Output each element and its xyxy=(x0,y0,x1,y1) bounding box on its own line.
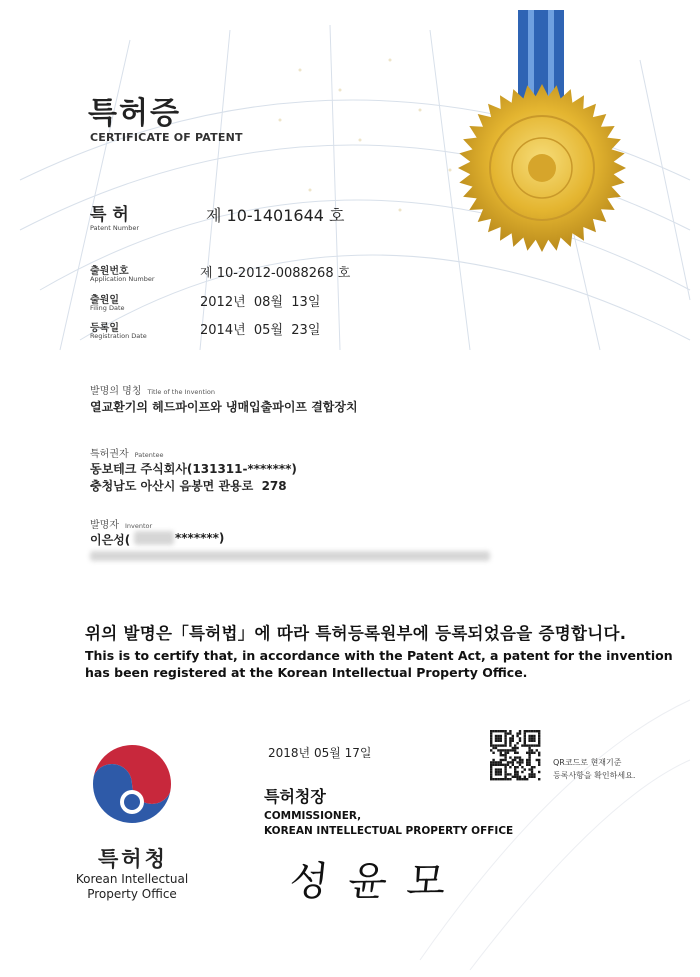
patent-label-en: Patent Number xyxy=(90,224,140,232)
decorative-dots xyxy=(279,59,452,212)
invention-label: 발명의 명칭 xyxy=(90,386,142,397)
commissioner-title-en-1: COMMISSIONER, xyxy=(264,810,362,822)
redacted-address xyxy=(90,551,490,561)
filing-label-en: Filing Date xyxy=(90,304,125,312)
patentee-heading xyxy=(90,442,163,461)
patentee-label-en: Patentee xyxy=(134,451,164,459)
registration-label: 등록일 xyxy=(90,323,119,334)
patentee-label: 특허권자 xyxy=(90,449,129,460)
certificate-subtitle: CERTIFICATE OF PATENT xyxy=(90,131,243,144)
certification-statement-en-2: has been registered at the Korean Intellectual Property Office. xyxy=(85,665,528,680)
commissioner-title-ko: 특허청장 xyxy=(264,787,326,806)
registration-label-en: Registration Date xyxy=(90,332,147,340)
certificate-title: 특허증 xyxy=(88,96,181,131)
commissioner-title-en-2: KOREAN INTELLECTUAL PROPERTY OFFICE xyxy=(264,825,514,837)
inventor-label-en: Inventor xyxy=(124,522,153,530)
patent-number: 제 10-1401644 호 xyxy=(206,206,345,225)
inventor-label: 발명자 xyxy=(90,520,119,531)
patent-label: 특 허 xyxy=(90,205,129,225)
invention-heading xyxy=(90,379,215,398)
qr-note-line1: QR코드로 현재기준 xyxy=(553,758,622,767)
commissioner-signature: 성윤모 xyxy=(287,859,468,905)
office-name-en-1: Korean Intellectual xyxy=(75,872,189,886)
inventor-heading xyxy=(90,513,152,532)
patentee-name: 동보테크 주식회사(131311-*******) xyxy=(90,462,297,476)
qr-code[interactable] xyxy=(488,728,542,782)
application-number: 제 10-2012-0088268 호 xyxy=(200,266,351,281)
registration-date: 2014년 05월 23일 xyxy=(200,323,321,338)
filing-label: 출원일 xyxy=(90,295,119,306)
qr-note-line2: 등록사항을 확인하세요. xyxy=(553,771,636,780)
patentee-address: 충청남도 아산시 음봉면 관용로 278 xyxy=(90,479,287,493)
invention-label-en: Title of the Invention xyxy=(147,388,215,396)
kipo-logo-icon xyxy=(92,744,172,824)
filing-date: 2012년 08월 13일 xyxy=(200,295,321,310)
redacted-id xyxy=(134,531,174,545)
certification-statement-en-1: This is to certify that, in accordance with the Patent Act, a patent for the invention xyxy=(85,648,673,663)
office-name-en-2: Property Office xyxy=(87,887,177,901)
application-label-en: Application Number xyxy=(90,275,155,283)
invention-title: 열교환기의 헤드파이프와 냉매입출파이프 결합장치 xyxy=(90,400,358,414)
inventor-name-suffix: *******) xyxy=(175,531,225,545)
issue-date: 2018년 05월 17일 xyxy=(268,746,372,760)
office-name-ko: 특허청 xyxy=(98,847,168,871)
inventor-name-prefix: 이은성( xyxy=(90,533,131,547)
gold-seal xyxy=(458,84,626,252)
application-label: 출원번호 xyxy=(90,266,129,277)
certification-statement-ko: 위의 발명은「특허법」에 따라 특허등록원부에 등록되었음을 증명합니다. xyxy=(85,624,627,643)
